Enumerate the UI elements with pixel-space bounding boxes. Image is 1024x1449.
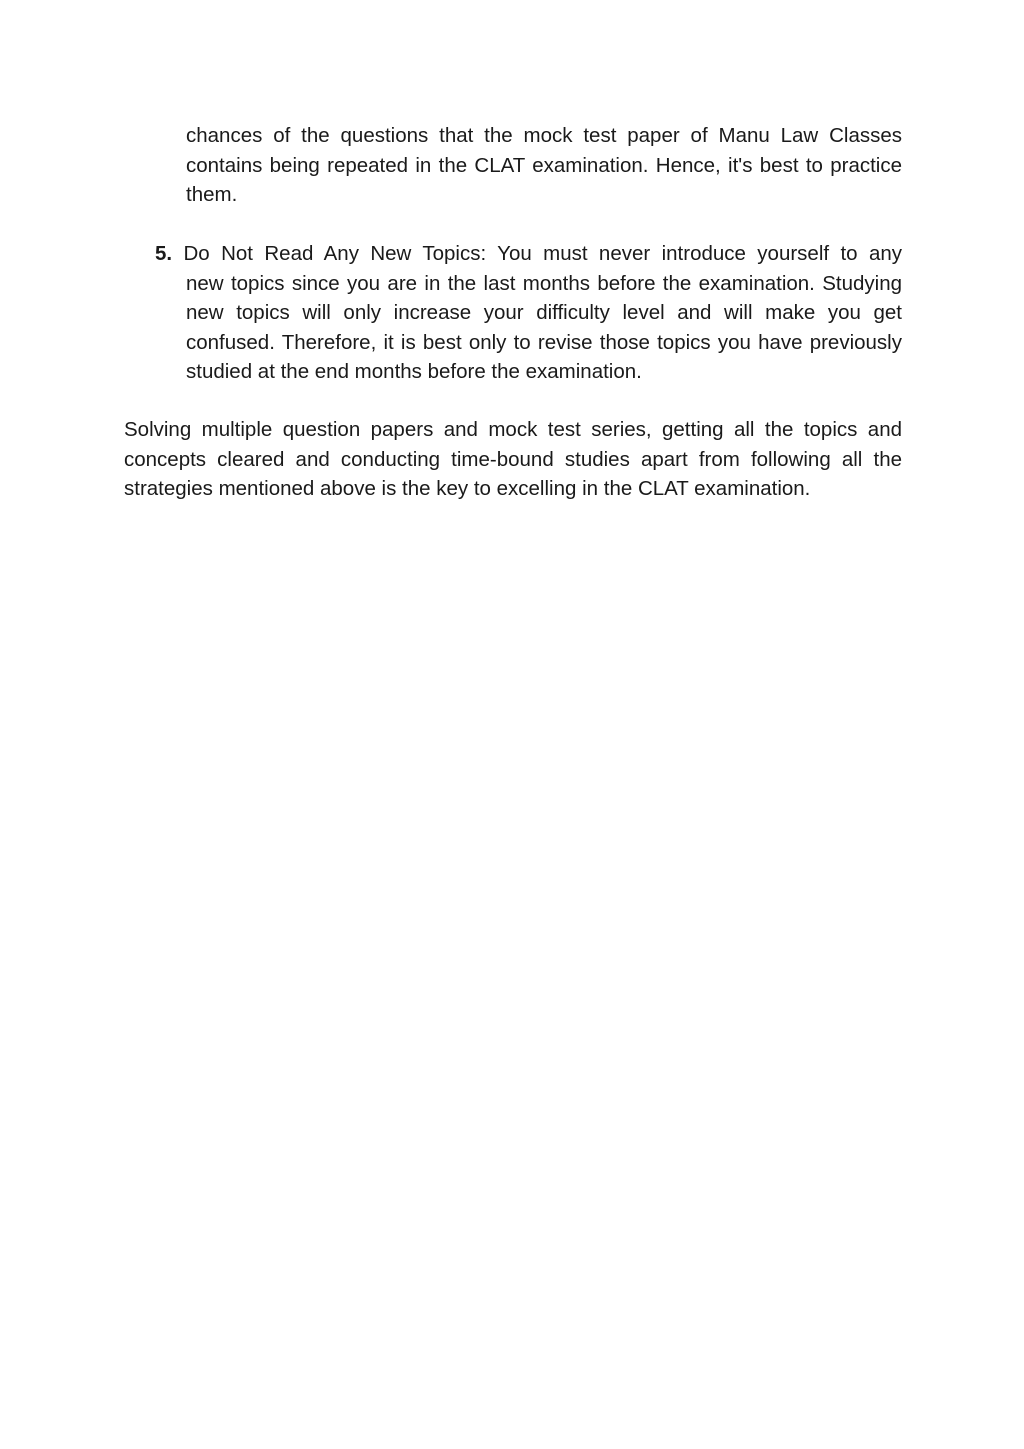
list-item-first-line — [155, 239, 902, 269]
continuation-paragraph: chances of the questions that the mock test paper of Manu Law Classes contains being repeated in the CLAT examination. Hence, it's best to practice them. — [186, 124, 902, 206]
list-item-number: 5. — [155, 242, 173, 265]
conclusion-paragraph: Solving multiple question papers and mock test series, getting all the topics and concepts cleared and conducting time-bound studies apart from following all the strategies mentioned above is the key to excelling in the CLAT examination. — [124, 418, 902, 500]
list-item-body-text: new topics since you are in the last months before the examination. Studying new topics will only increase your difficulty level and will make you get confused. Therefore, it is best only to revise those topics you have previously studied at the end months before the examination. — [186, 271, 902, 383]
list-item-heading-text: Do Not Read Any New Topics: You must never introduce yourself to any — [183, 242, 902, 265]
list-item-5 — [155, 239, 902, 387]
